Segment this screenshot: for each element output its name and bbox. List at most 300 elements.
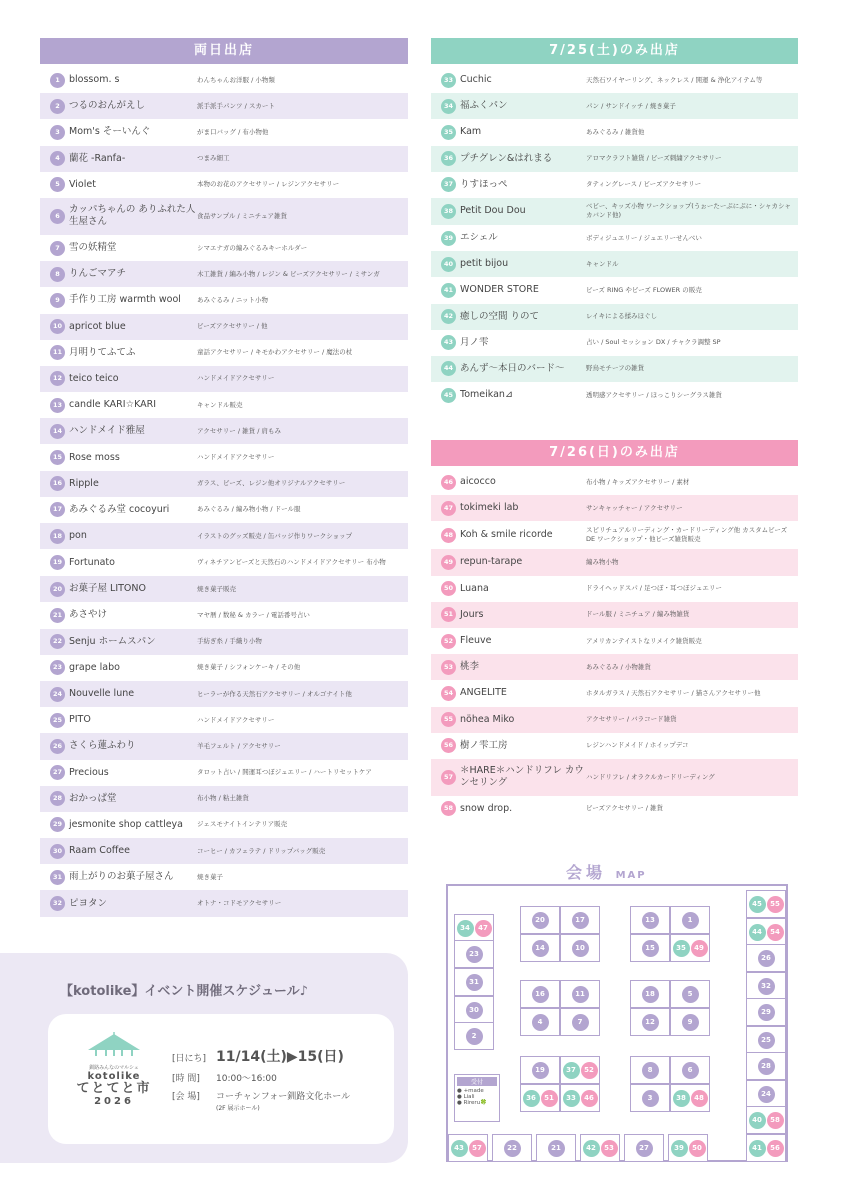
booth-number: 31	[466, 974, 483, 991]
booth-cell	[668, 1134, 708, 1162]
shop-name: WONDER STORE	[460, 284, 539, 296]
shop-row	[431, 654, 798, 680]
booth-number: 5	[682, 986, 699, 1003]
shop-row	[431, 733, 798, 759]
shop-row	[40, 629, 408, 655]
shop-description: アクセサリー / バラコード雑貨	[586, 715, 677, 724]
booth-cell	[560, 1008, 600, 1036]
booth-cell	[560, 934, 600, 962]
map-title	[566, 860, 647, 883]
shop-number-badge: 38	[441, 204, 456, 219]
booth-number: 34	[457, 920, 474, 937]
date-label: [日にち]	[172, 1054, 207, 1064]
shop-name: ANGELITE	[460, 687, 507, 699]
shop-number-badge: 25	[50, 713, 65, 728]
shop-row	[40, 418, 408, 444]
shop-name: teico teico	[69, 372, 119, 384]
booth-number: 11	[572, 986, 589, 1003]
booth-number: 27	[636, 1140, 653, 1157]
shop-number-badge: 31	[50, 870, 65, 885]
booth-number: 37	[563, 1062, 580, 1079]
shop-number-badge: 8	[50, 267, 65, 282]
booth-cell	[630, 1008, 670, 1036]
shop-number-badge: 16	[50, 476, 65, 491]
shop-description: あみぐるみ / 小物雑貨	[586, 662, 651, 671]
map-title-main: 会場	[566, 863, 607, 882]
shop-description: アロマクラフト雑貨 / ビーズ刺繍アクセサリー	[586, 154, 722, 163]
shop-number-badge: 56	[441, 738, 456, 753]
shop-row	[431, 549, 798, 575]
logo-name: kotolike	[87, 1071, 141, 1082]
booth-number: 21	[548, 1140, 565, 1157]
booth-number: 6	[682, 1062, 699, 1079]
shop-name: Cuchic	[460, 74, 492, 86]
booth-number: 2	[466, 1028, 483, 1045]
shop-number-badge: 10	[50, 319, 65, 334]
shop-description: オトナ・コドモアクセサリー	[197, 899, 282, 908]
shop-name: 福ふくパン	[460, 100, 508, 112]
shop-description: 木工雑貨 / 編み小物 / レジン & ビーズアクセサリー / ミサンガ	[197, 269, 380, 278]
booth-number: 29	[758, 1004, 775, 1021]
shop-name: Violet	[69, 178, 96, 190]
booth-number: 3	[642, 1090, 659, 1107]
time-label: [時 間]	[172, 1074, 200, 1084]
shop-name: Precious	[69, 766, 109, 778]
shop-name: プチグレン&はれまる	[460, 152, 553, 164]
booth-cell	[624, 1134, 664, 1162]
shop-row	[431, 225, 798, 251]
booth-number: 47	[475, 920, 492, 937]
booth-cell	[630, 906, 670, 934]
shop-description: アクセサリー / 雑貨 / 肩もみ	[197, 426, 281, 435]
shop-description: 透明感アクセサリー / ほっこりシーグラス雑貨	[586, 390, 722, 399]
shop-description: 焼き菓子販売	[197, 584, 236, 593]
booth-cell	[630, 934, 670, 962]
shop-number-badge: 18	[50, 529, 65, 544]
shop-row	[431, 759, 798, 796]
shop-row	[40, 340, 408, 366]
shop-description: マヤ暦 / 数秘 & カラー / 電話番号占い	[197, 610, 310, 619]
shop-description: ベビー、キッズ小物 ワークショップ(うぉーたーぷにぷに・シャカシャカバンド他)	[586, 202, 791, 220]
booth-number: 32	[758, 978, 775, 995]
tent-icon	[84, 1032, 144, 1058]
shop-name: つるのおんがえし	[69, 100, 146, 112]
shop-name: nöhea Miko	[460, 713, 515, 725]
shop-number-badge: 53	[441, 660, 456, 675]
shop-number-badge: 19	[50, 555, 65, 570]
shop-description: ボディジュエリー / ジュエリーせんべい	[586, 233, 702, 242]
shop-description: 本物のお花のアクセサリー / レジンアクセサリー	[197, 180, 340, 189]
shop-name: 癒しの空間 りのて	[460, 310, 540, 322]
shop-number-badge: 3	[50, 125, 65, 140]
booth-number: 23	[466, 946, 483, 963]
shop-description: 派手派手パンツ / スカート	[197, 101, 275, 110]
shop-description: シマエナガの編みぐるみキーホルダー	[197, 243, 308, 252]
logo-sub: 釧路みんなのマルシェ	[89, 1065, 139, 1071]
shop-number-badge: 24	[50, 687, 65, 702]
shop-description: 布小物 / 粘土雑貨	[197, 794, 249, 803]
booth-cell	[746, 890, 786, 918]
shop-number-badge: 35	[441, 125, 456, 140]
shop-row	[431, 495, 798, 521]
shop-name: 手作り工房 warmth wool	[69, 294, 181, 306]
shop-number-badge: 17	[50, 502, 65, 517]
booth-number: 30	[466, 1002, 483, 1019]
shop-description: ヒーラーが作る天然石アクセサリー / オルゴナイト他	[197, 689, 352, 698]
shop-number-badge: 27	[50, 765, 65, 780]
shop-name: あみぐるみ堂 cocoyuri	[69, 503, 170, 515]
shop-name: Petit Dou Dou	[460, 205, 526, 217]
booth-number: 12	[642, 1014, 659, 1031]
shop-row	[40, 93, 408, 119]
shop-name: Luana	[460, 582, 489, 594]
booth-cell	[454, 940, 494, 968]
shop-description: 食品サンプル / ミニチュア雑貨	[197, 211, 288, 220]
shop-number-badge: 51	[441, 607, 456, 622]
shop-number-badge: 22	[50, 634, 65, 649]
day725-header: 7/25(土)のみ出店	[431, 38, 798, 64]
shop-number-badge: 7	[50, 241, 65, 256]
shop-description: レイキによる揉みほぐし	[586, 312, 658, 321]
map-title-sub: MAP	[615, 870, 647, 881]
shop-name: エシェル	[460, 232, 498, 244]
shop-row	[431, 304, 798, 330]
booth-cell	[454, 1022, 494, 1050]
shop-name: さくら蓮ふわり	[69, 740, 136, 752]
shop-description: がま口バッグ / 布小物他	[197, 127, 269, 136]
shop-name: apricot blue	[69, 320, 126, 332]
shop-description: イラストのグッズ販売 / 缶バッジ作りワークショップ	[197, 531, 353, 540]
shop-name: jesmonite shop cattleya	[69, 818, 184, 830]
shop-row	[431, 382, 798, 408]
shop-number-badge: 41	[441, 283, 456, 298]
shop-number-badge: 33	[441, 73, 456, 88]
shop-description: コーヒー / カフェラテ / ドリップバッグ販売	[197, 846, 326, 855]
booth-number: 56	[767, 1140, 784, 1157]
shop-number-badge: 34	[441, 99, 456, 114]
booth-number: 49	[691, 940, 708, 957]
shop-description: レジンハンドメイド / ホイップデコ	[586, 741, 689, 750]
shop-row	[40, 198, 408, 235]
shop-description: タティングレース / ビーズアクセサリー	[586, 180, 702, 189]
shop-name: grape labo	[69, 661, 120, 673]
booth-cell	[520, 934, 560, 962]
shop-description: 占い / Soul セッション DX / チャクラ調整 SP	[586, 338, 721, 347]
booth-number: 52	[581, 1062, 598, 1079]
reception-desk	[454, 1074, 500, 1122]
booth-cell	[746, 972, 786, 1000]
booth-number: 35	[673, 940, 690, 957]
booth-number: 8	[642, 1062, 659, 1079]
booth-cell	[560, 1056, 600, 1084]
booth-cell	[746, 1026, 786, 1054]
shop-number-badge: 43	[441, 335, 456, 350]
reception-item: ● +made	[457, 1088, 484, 1094]
booth-cell	[630, 1084, 670, 1112]
venue-value: コーチャンフォー釧路文化ホール	[216, 1092, 351, 1102]
booth-number: 16	[532, 986, 549, 1003]
reception-item: ● Liali	[457, 1094, 475, 1100]
booth-number: 9	[682, 1014, 699, 1031]
booth-number: 17	[572, 912, 589, 929]
shop-name: 月ノ雫	[460, 336, 489, 348]
booth-cell	[670, 980, 710, 1008]
booth-cell	[560, 1084, 600, 1112]
shop-row	[40, 366, 408, 392]
shop-name: Koh & smile ricorde	[460, 529, 553, 541]
shop-number-badge: 28	[50, 791, 65, 806]
day726-list	[431, 469, 798, 822]
shop-row	[431, 198, 798, 225]
booth-number: 15	[642, 940, 659, 957]
shop-number-badge: 20	[50, 582, 65, 597]
shop-row	[40, 602, 408, 628]
shop-number-badge: 2	[50, 99, 65, 114]
shop-row	[431, 251, 798, 277]
shop-name: Mom's そーいんぐ	[69, 126, 151, 138]
shop-name: Senju ホームスパン	[69, 635, 156, 647]
shop-number-badge: 52	[441, 634, 456, 649]
booth-number: 28	[758, 1058, 775, 1075]
shop-row	[40, 681, 408, 707]
booth-cell	[630, 1056, 670, 1084]
shop-row	[431, 172, 798, 198]
shop-description: ヴィネチアンビーズと天然石のハンドメイドアクセサリー 布小物	[197, 558, 386, 567]
booth-cell	[746, 918, 786, 946]
booth-number: 46	[581, 1090, 598, 1107]
shop-row	[431, 93, 798, 119]
shop-description: ビーズ RING やビーズ FLOWER の販売	[586, 285, 702, 294]
booth-number: 57	[469, 1140, 486, 1157]
shop-name: Ripple	[69, 477, 99, 489]
shop-number-badge: 55	[441, 712, 456, 727]
booth-number: 42	[583, 1140, 600, 1157]
shop-description: 羊毛フェルト / アクセサリー	[197, 741, 281, 750]
shop-row	[40, 172, 408, 198]
shop-number-badge: 23	[50, 660, 65, 675]
shop-name: Fortunato	[69, 556, 115, 568]
shop-name: Tomeikan⊿	[460, 389, 513, 401]
schedule-card	[48, 1014, 394, 1144]
shop-number-badge: 21	[50, 608, 65, 623]
shop-name: ＊HARE＊ハンドリフレ カウンセリング	[460, 765, 584, 789]
booth-number: 7	[572, 1014, 589, 1031]
booth-cell	[520, 1084, 560, 1112]
shop-description: 布小物 / キッズアクセサリー / 素材	[586, 477, 690, 486]
booth-cell	[670, 906, 710, 934]
booth-cell	[536, 1134, 576, 1162]
booth-number: 55	[767, 896, 784, 913]
shop-name: petit bijou	[460, 258, 509, 270]
booth-number: 14	[532, 940, 549, 957]
shop-name: ピヨタン	[69, 897, 108, 909]
booth-cell	[520, 980, 560, 1008]
shop-number-badge: 49	[441, 555, 456, 570]
shop-name: blossom. s	[69, 74, 120, 86]
shop-row	[40, 786, 408, 812]
shop-description: あみぐるみ / 雑貨他	[586, 127, 645, 136]
reception-title: 受付	[457, 1077, 497, 1086]
booth-cell	[448, 1134, 488, 1162]
shop-name: 雪の妖精堂	[69, 242, 117, 254]
booth-number: 53	[601, 1140, 618, 1157]
booth-cell	[746, 1106, 786, 1134]
shop-name: tokimeki lab	[460, 502, 519, 514]
booth-cell	[560, 980, 600, 1008]
shop-number-badge: 39	[441, 231, 456, 246]
booth-number: 41	[749, 1140, 766, 1157]
shop-row	[40, 838, 408, 864]
shop-name: カッパちゃんの ありふれた人生屋さん	[69, 204, 196, 228]
booth-number: 26	[758, 950, 775, 967]
shop-row	[431, 67, 798, 93]
shop-row	[40, 471, 408, 497]
booth-number: 51	[541, 1090, 558, 1107]
booth-number: 18	[642, 986, 659, 1003]
shop-name: りんごマアチ	[69, 268, 127, 280]
shop-row	[431, 628, 798, 654]
booth-number: 54	[767, 924, 784, 941]
booth-cell	[580, 1134, 620, 1162]
shop-number-badge: 50	[441, 581, 456, 596]
shop-row	[40, 444, 408, 470]
schedule-title: 【kotolike】イベント開催スケジュール♪	[60, 984, 308, 999]
shop-number-badge: 57	[441, 770, 456, 785]
shop-name: Raam Coffee	[69, 845, 130, 857]
shop-name: snow drop.	[460, 802, 513, 814]
shop-row	[40, 760, 408, 786]
shop-number-badge: 46	[441, 475, 456, 490]
shop-row	[40, 890, 408, 916]
booth-number: 58	[767, 1112, 784, 1129]
shop-description: ハンドメイドアクセサリー	[197, 453, 275, 462]
shop-row	[431, 146, 798, 172]
booth-cell	[520, 1008, 560, 1036]
shop-name: Jours	[460, 608, 484, 620]
shop-row	[40, 261, 408, 287]
shop-name: aicocco	[460, 476, 496, 488]
booth-cell	[560, 906, 600, 934]
shop-description: ドライヘッドスパ / 足つぼ・耳つぼジュエリー	[586, 584, 722, 593]
shop-description: 手紡ぎ糸 / 手織り小物	[197, 637, 262, 646]
shop-number-badge: 36	[441, 151, 456, 166]
event-info	[172, 1046, 392, 1112]
shop-row	[431, 119, 798, 145]
shop-number-badge: 14	[50, 424, 65, 439]
booth-cell	[454, 914, 494, 942]
booth-number: 36	[523, 1090, 540, 1107]
shop-number-badge: 26	[50, 739, 65, 754]
booth-number: 50	[689, 1140, 706, 1157]
booth-number: 40	[749, 1112, 766, 1129]
shop-description: つまみ細工	[197, 154, 230, 163]
booth-number: 39	[671, 1140, 688, 1157]
shop-number-badge: 48	[441, 528, 456, 543]
booth-cell	[670, 1008, 710, 1036]
shop-number-badge: 11	[50, 345, 65, 360]
booth-number: 20	[532, 912, 549, 929]
map-area	[448, 886, 786, 1160]
shop-description: 野鳥モチーフの雑貨	[586, 364, 645, 373]
shop-description: スピリチュアルリーディング・カードリーディング他 カスタムビーズ DE ワークショップ・他ビーズ雑貨販売	[586, 526, 788, 544]
shop-number-badge: 15	[50, 450, 65, 465]
shop-row	[40, 235, 408, 261]
shop-number-badge: 54	[441, 686, 456, 701]
shop-number-badge: 47	[441, 501, 456, 516]
shop-name: PITO	[69, 714, 91, 726]
booth-number: 22	[504, 1140, 521, 1157]
shop-row	[431, 356, 798, 382]
shop-name: おかっぱ堂	[69, 792, 117, 804]
shop-row	[431, 576, 798, 602]
shop-row	[40, 523, 408, 549]
event-logo	[76, 1032, 152, 1128]
booth-cell	[520, 906, 560, 934]
shop-description: 編み物小物	[586, 557, 619, 566]
shop-name: 雨上がりのお菓子屋さん	[69, 871, 174, 883]
shop-row	[431, 796, 798, 822]
shop-row	[40, 497, 408, 523]
booth-cell	[746, 944, 786, 972]
shop-name: Fleuve	[460, 635, 492, 647]
shop-description: アメリカンテイストなリメイク雑貨販売	[586, 636, 702, 645]
shop-description: ハンドメイドアクセサリー	[197, 374, 275, 383]
booth-number: 1	[682, 912, 699, 929]
shop-row	[40, 733, 408, 759]
shop-number-badge: 42	[441, 309, 456, 324]
shop-number-badge: 58	[441, 801, 456, 816]
shop-number-badge: 45	[441, 388, 456, 403]
shop-description: 天然石ワイヤーリング、ネックレス / 開運 & 浄化アイテム等	[586, 75, 763, 84]
shop-description: 焼き菓子 / シフォンケーキ / その他	[197, 663, 301, 672]
shop-name: 樹ノ雫工房	[460, 739, 508, 751]
venue-sub: (2F 展示ホール)	[216, 1105, 260, 1112]
booth-number: 38	[673, 1090, 690, 1107]
booth-cell	[746, 1134, 786, 1162]
shop-row	[431, 521, 798, 549]
shop-row	[40, 549, 408, 576]
shop-name: pon	[69, 530, 87, 542]
shop-description: ハンドリフレ / オラクルカードリーディング	[586, 772, 715, 781]
shop-name: 桃李	[460, 661, 480, 673]
shop-row	[431, 330, 798, 356]
shop-row	[40, 287, 408, 313]
shop-number-badge: 32	[50, 896, 65, 911]
venue-map	[446, 884, 788, 1162]
day726-header: 7/26(日)のみ出店	[431, 440, 798, 466]
shop-row	[40, 576, 408, 602]
shop-description: パン / サンドイッチ / 焼き菓子	[586, 101, 676, 110]
shop-row	[40, 707, 408, 733]
shop-description: 童話アクセサリー / キモかわアクセサリー / 魔法の杖	[197, 348, 353, 357]
shop-row	[40, 67, 408, 93]
logo-title: てとてと市	[76, 1081, 152, 1096]
shop-description: ビーズアクセサリー / 雑貨	[586, 804, 664, 813]
reception-item: ● Rireru🍀	[457, 1100, 488, 1106]
shop-description: キャンドル	[586, 259, 619, 268]
shop-name: あさやけ	[69, 609, 108, 621]
shop-row	[431, 469, 798, 495]
shop-name: Kam	[460, 126, 482, 138]
schedule-box	[0, 953, 408, 1163]
booth-cell	[746, 998, 786, 1026]
booth-cell	[630, 980, 670, 1008]
shop-name: お菓子屋 LITONO	[69, 583, 146, 595]
shop-description: タロット占い / 開運耳つぼジュエリー / ハートリセットケア	[197, 768, 372, 777]
shop-name: あんず〜本日のバード〜	[460, 362, 565, 374]
shop-name: Rose moss	[69, 451, 120, 463]
shop-description: ビーズアクセサリー / 他	[197, 322, 268, 331]
